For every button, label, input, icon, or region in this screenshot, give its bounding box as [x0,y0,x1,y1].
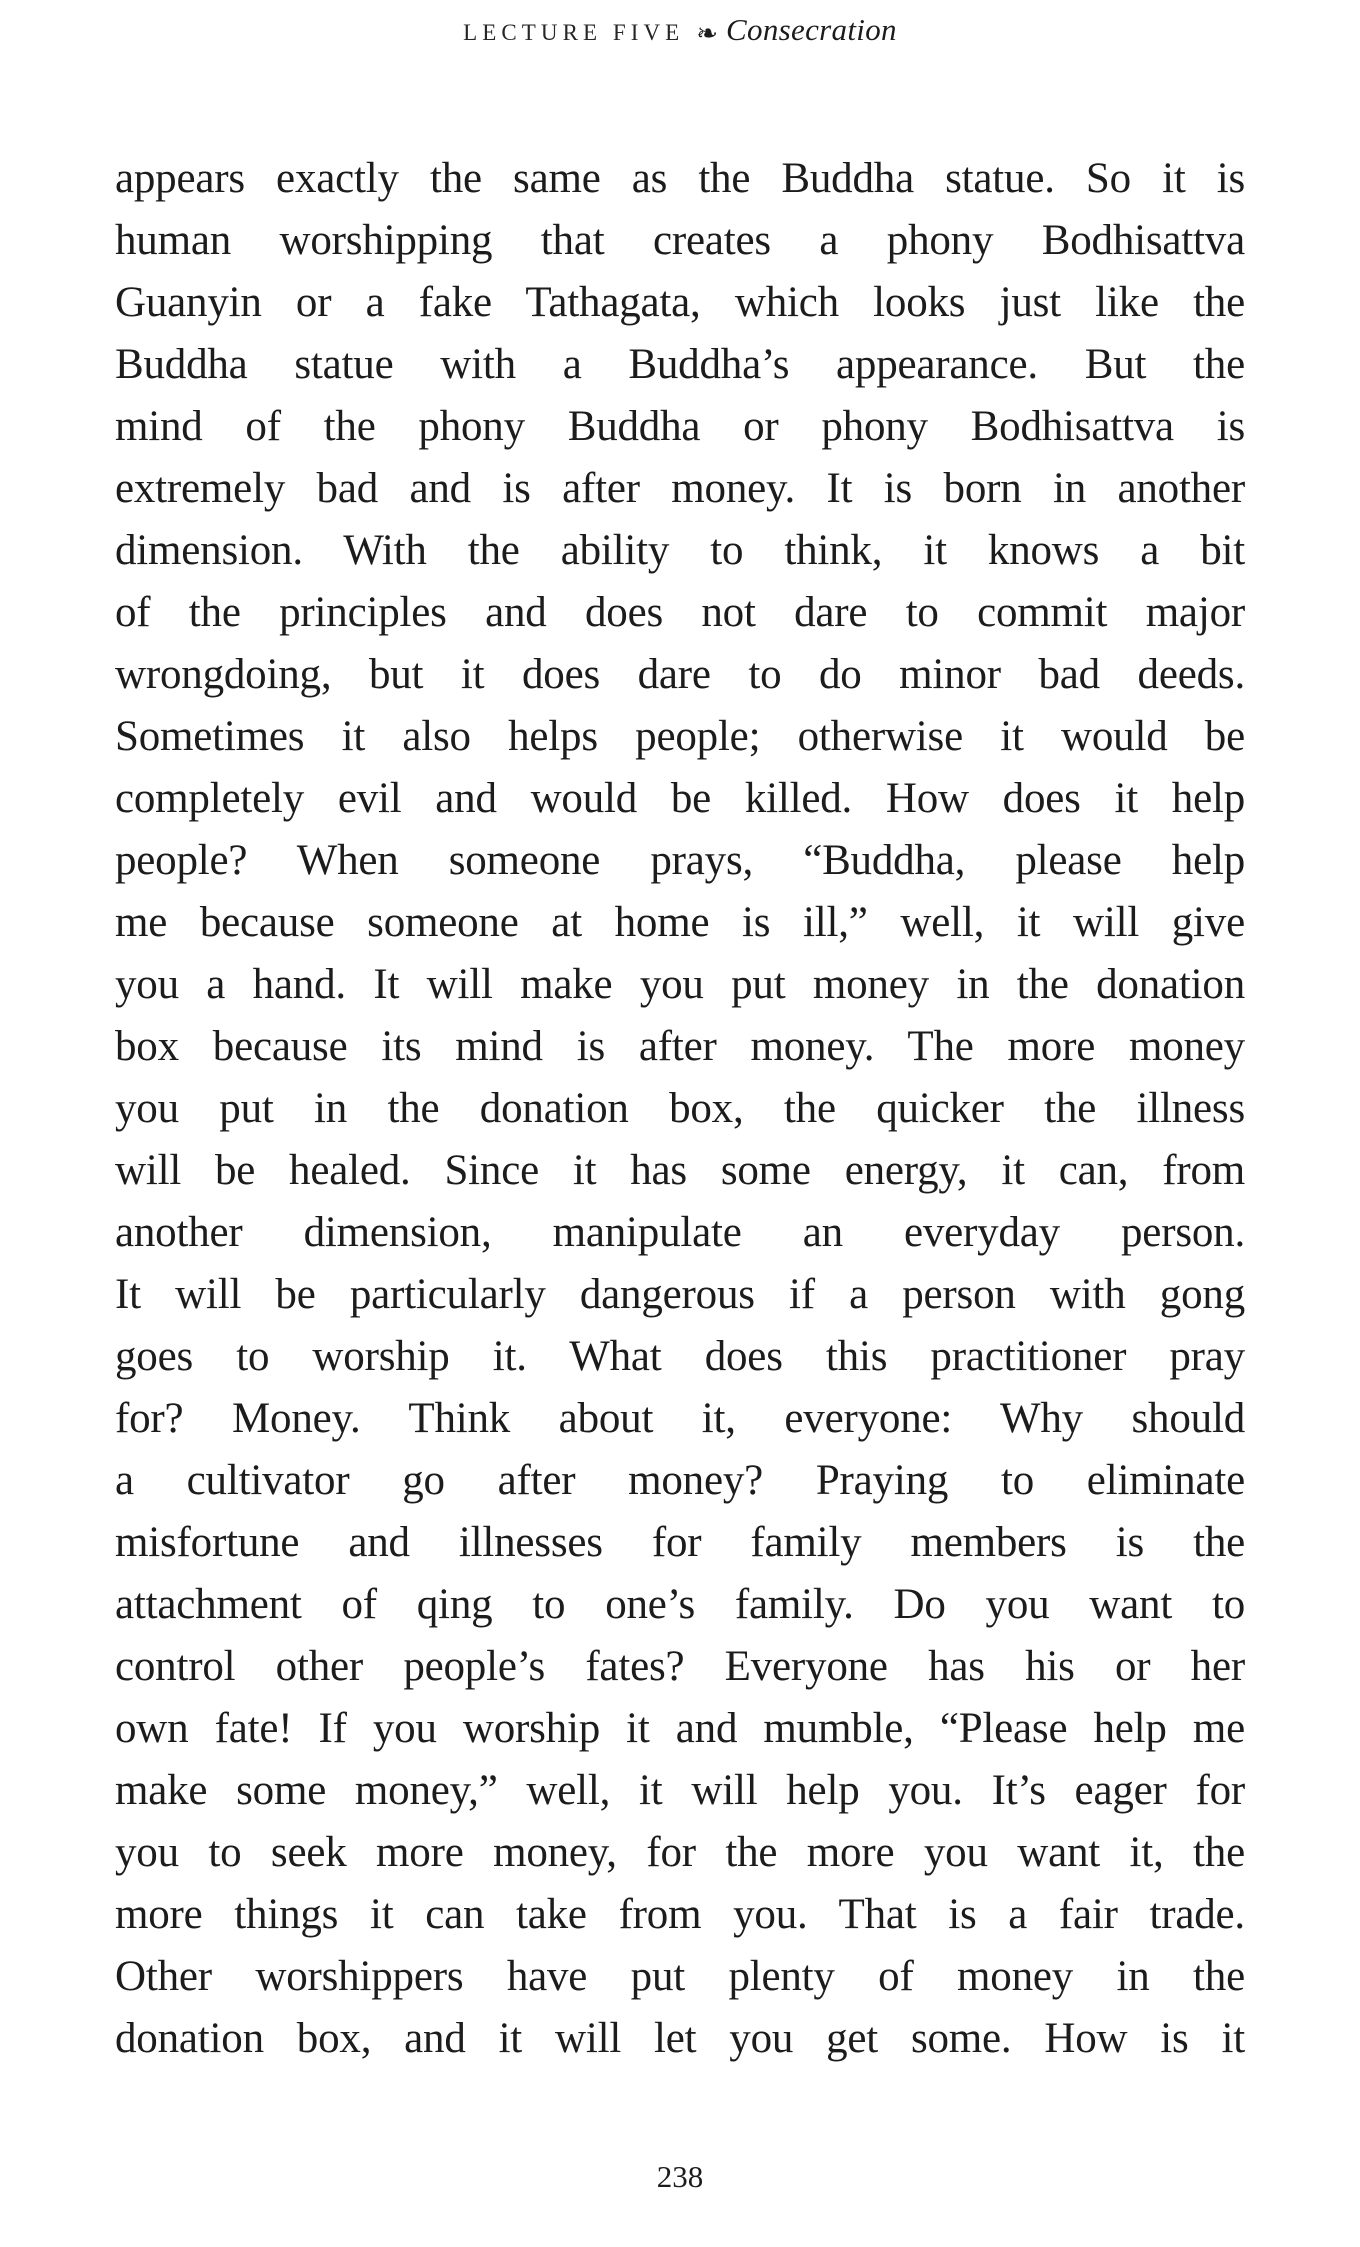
text-line: donation box, and it will let you get some. How is it [115,2015,1245,2062]
text-line: completely evil and would be killed. How does it help [115,775,1245,822]
text-line: human worshipping that creates a phony Bodhisattva [115,217,1245,264]
text-line: appears exactly the same as the Buddha statue. So it is [115,155,1245,202]
text-line: mind of the phony Buddha or phony Bodhisattva is [115,403,1245,450]
text-line: goes to worship it. What does this practitioner pray [115,1333,1245,1380]
text-line: extremely bad and is after money. It is born in another [115,465,1245,512]
page-body-text [115,148,1245,2070]
text-line: Guanyin or a fake Tathagata, which looks just like the [115,279,1245,326]
text-line: a cultivator go after money? Praying to eliminate [115,1457,1245,1504]
running-header-chapter-title: Consecration [726,12,897,47]
running-header-lecture-label: LECTURE FIVE [463,20,685,45]
text-line: dimension. With the ability to think, it knows a bit [115,527,1245,574]
text-line: will be healed. Since it has some energy, it can, from [115,1147,1245,1194]
text-line: another dimension, manipulate an everyday person. [115,1209,1245,1256]
text-line: It will be particularly dangerous if a person with gong [115,1271,1245,1318]
text-line: wrongdoing, but it does dare to do minor bad deeds. [115,651,1245,698]
text-line: you put in the donation box, the quicker the illness [115,1085,1245,1132]
text-line: people? When someone prays, “Buddha, please help [115,837,1245,884]
text-line: own fate! If you worship it and mumble, “Please help me [115,1705,1245,1752]
text-line: Other worshippers have put plenty of money in the [115,1953,1245,2000]
text-line: you to seek more money, for the more you want it, the [115,1829,1245,1876]
text-line: me because someone at home is ill,” well, it will give [115,899,1245,946]
text-line: of the principles and does not dare to commit major [115,589,1245,636]
hedera-leaf-ornament-icon: ❧ [696,19,719,48]
running-header [0,12,1360,49]
text-line: for? Money. Think about it, everyone: Why should [115,1395,1245,1442]
text-line: Buddha statue with a Buddha’s appearance. But the [115,341,1245,388]
text-line: attachment of qing to one’s family. Do you want to [115,1581,1245,1628]
text-line: box because its mind is after money. The more money [115,1023,1245,1070]
page-number: 238 [656,2159,704,2194]
text-line: you a hand. It will make you put money in the donation [115,961,1245,1008]
text-line: make some money,” well, it will help you. It’s eager for [115,1767,1245,1814]
text-line: control other people’s fates? Everyone has his or her [115,1643,1245,1690]
text-line: misfortune and illnesses for family members is the [115,1519,1245,1566]
text-line: Sometimes it also helps people; otherwise it would be [115,713,1245,760]
text-line: more things it can take from you. That is a fair trade. [115,1891,1245,1938]
